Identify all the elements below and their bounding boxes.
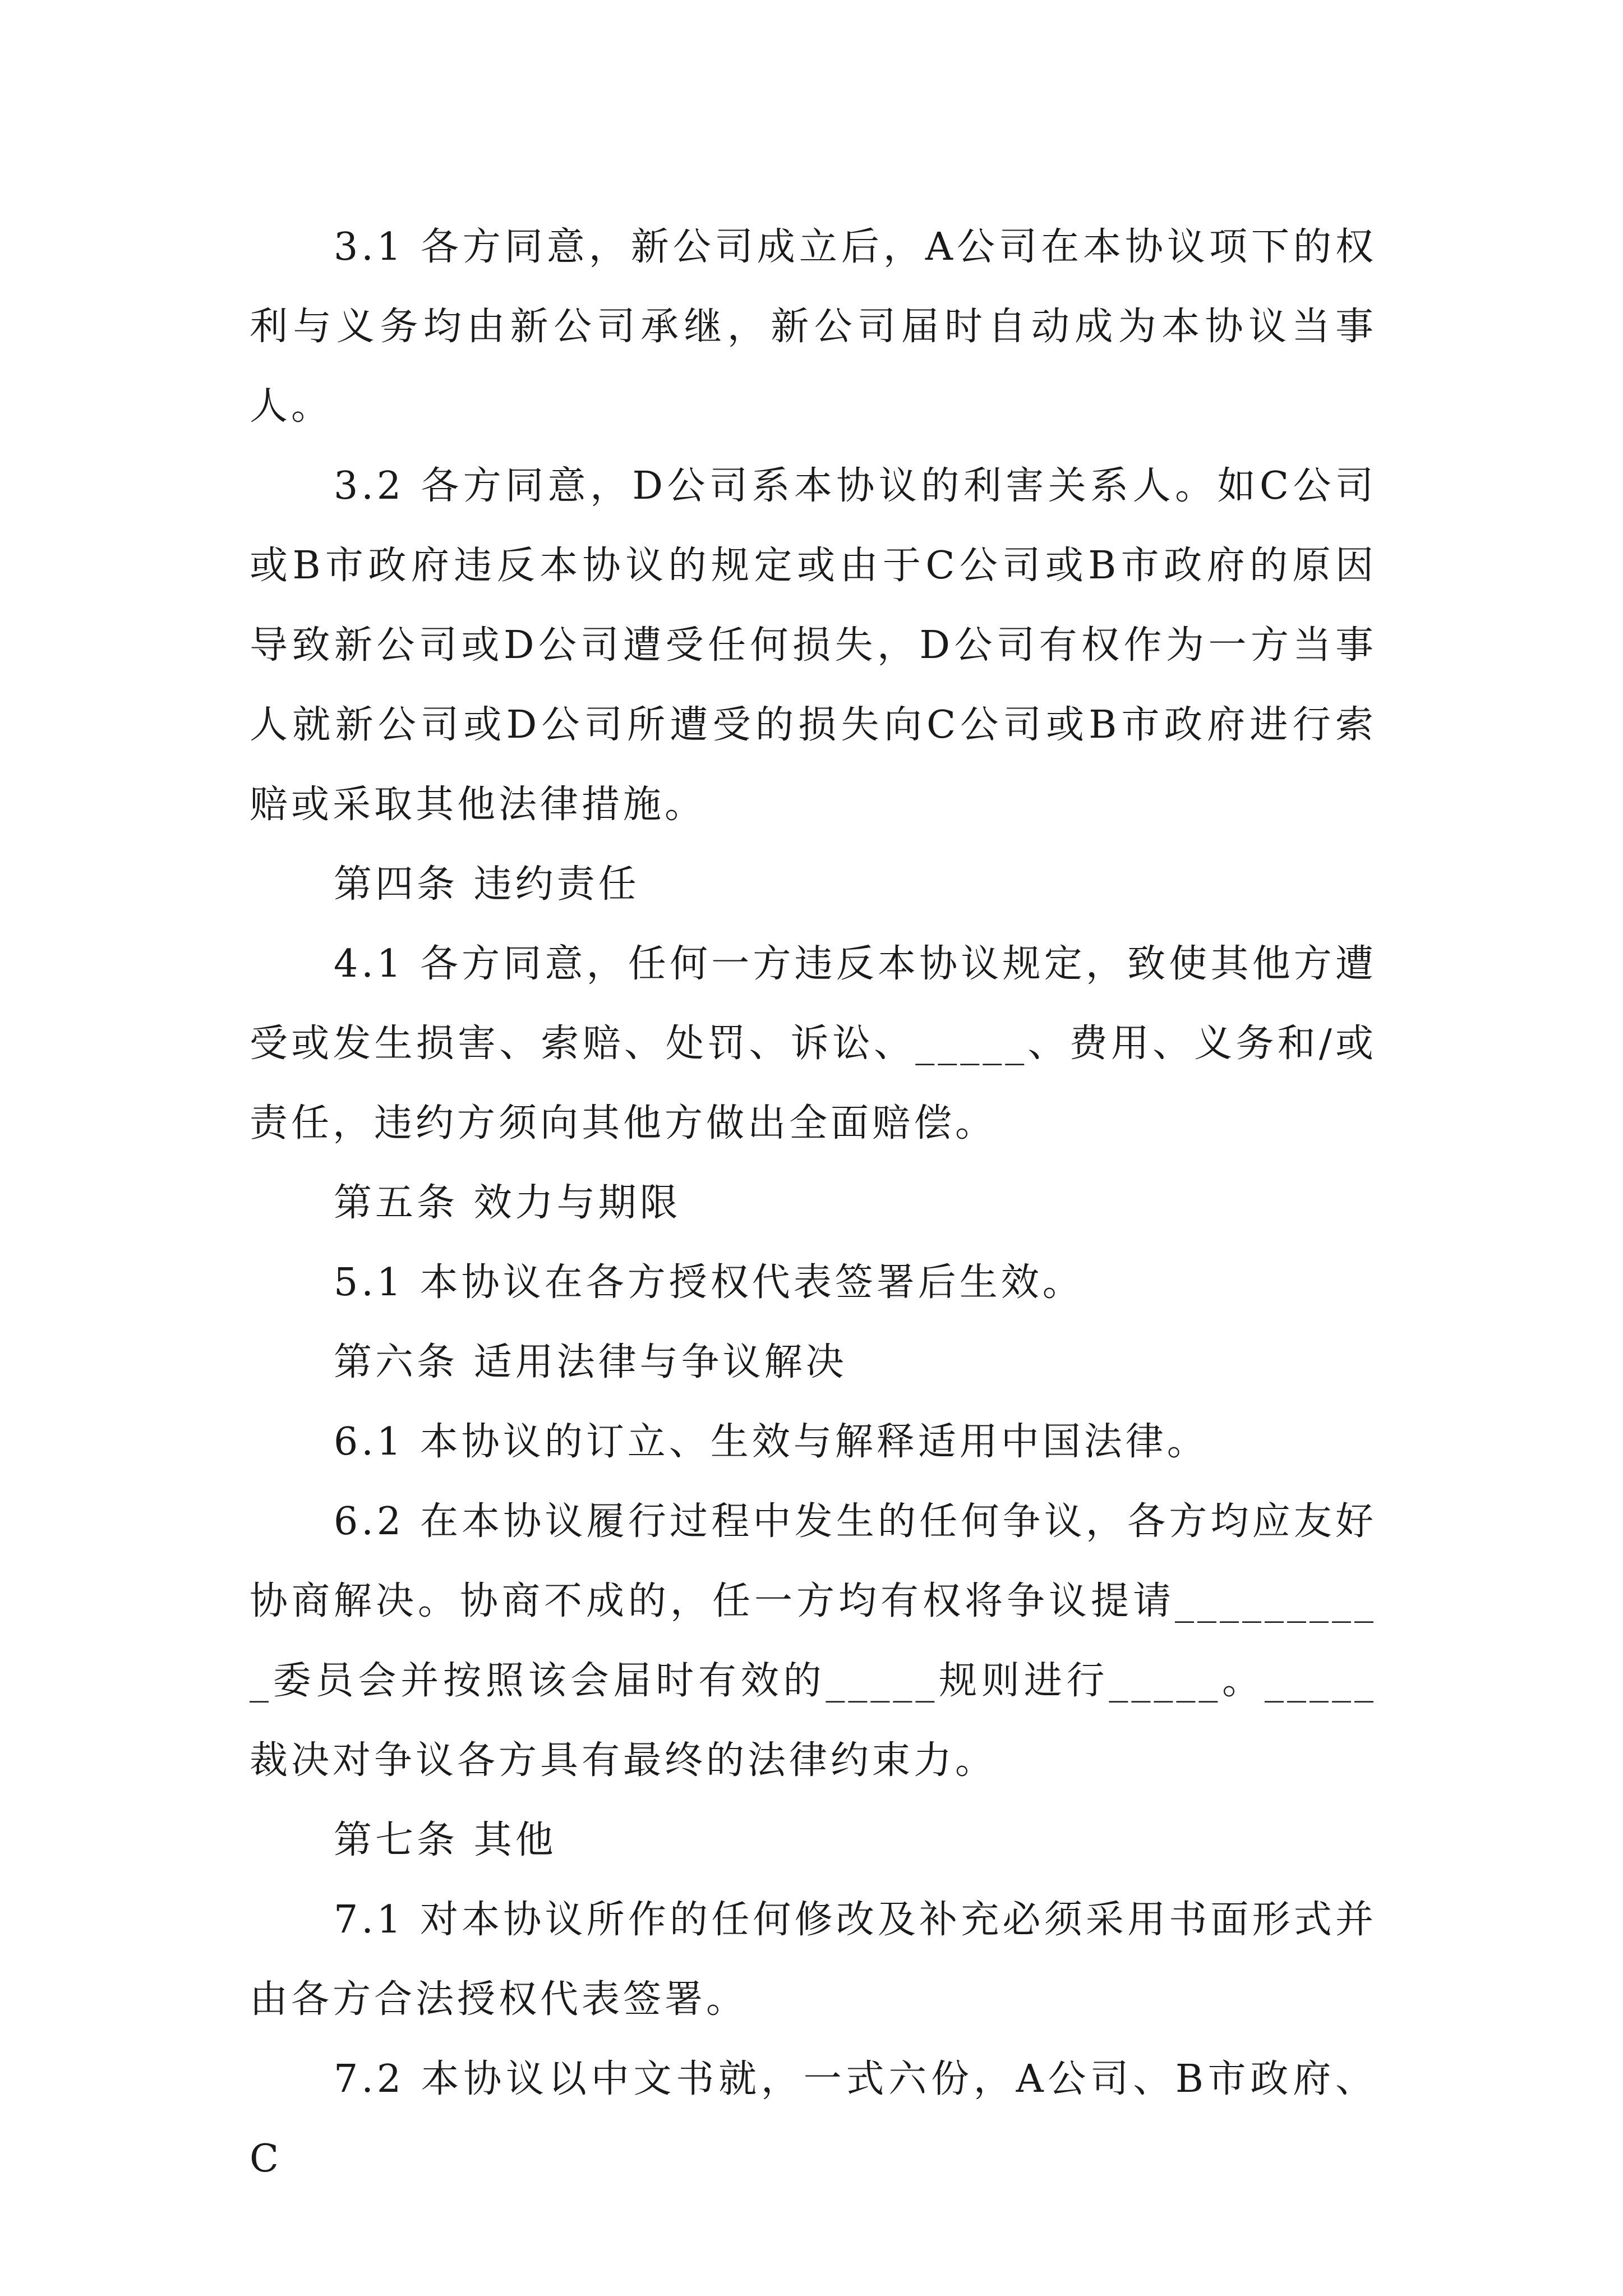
clause-7-2: 7.2 本协议以中文书就，一式六份，A公司、B市政府、C bbox=[250, 2057, 1377, 2181]
clause-4-1: 4.1 各方同意，任何一方违反本协议规定，致使其他方遭受或发生损害、索赔、处罚、诉讼、_____、费用、义务和/或责任，违约方须向其他方做出全面赔偿。 bbox=[250, 942, 1377, 1145]
article-6-heading: 第六条 适用法律与争议解决 bbox=[334, 1340, 847, 1384]
article-4-heading: 第四条 违约责任 bbox=[334, 862, 640, 907]
article-5-heading: 第五条 效力与期限 bbox=[334, 1181, 681, 1225]
clause-7-1: 7.1 对本协议所作的任何修改及补充必须采用书面形式并由各方合法授权代表签署。 bbox=[250, 1898, 1377, 2022]
clause-3-2: 3.2 各方同意，D公司系本协议的利害关系人。如C公司或B市政府违反本协议的规定或由于C公司或B市政府的原因导致新公司或D公司遭受任何损失，D公司有权作为一方当事人就新公司或D公司所遭受的损失向C公司或B市政府进行索赔或采取其他法律措施。 bbox=[250, 464, 1377, 827]
clause-3-1: 3.1 各方同意，新公司成立后，A公司在本协议项下的权利与义务均由新公司承继，新公司届时自动成为本协议当事人。 bbox=[250, 225, 1377, 429]
article-7-heading: 第七条 其他 bbox=[334, 1818, 557, 1862]
clause-6-1: 6.1 本协议的订立、生效与解释适用中国法律。 bbox=[334, 1420, 1209, 1464]
document-body bbox=[250, 208, 1377, 2199]
clause-5-1: 5.1 本协议在各方授权代表签署后生效。 bbox=[334, 1260, 1084, 1305]
clause-6-2: 6.2 在本协议履行过程中发生的任何争议，各方均应友好协商解决。协商不成的，任一方均有权将争议提请__________委员会并按照该会届时有效的_____规则进行_____。_____裁决对争议各方具有最终的法律约束力。 bbox=[250, 1499, 1377, 1783]
